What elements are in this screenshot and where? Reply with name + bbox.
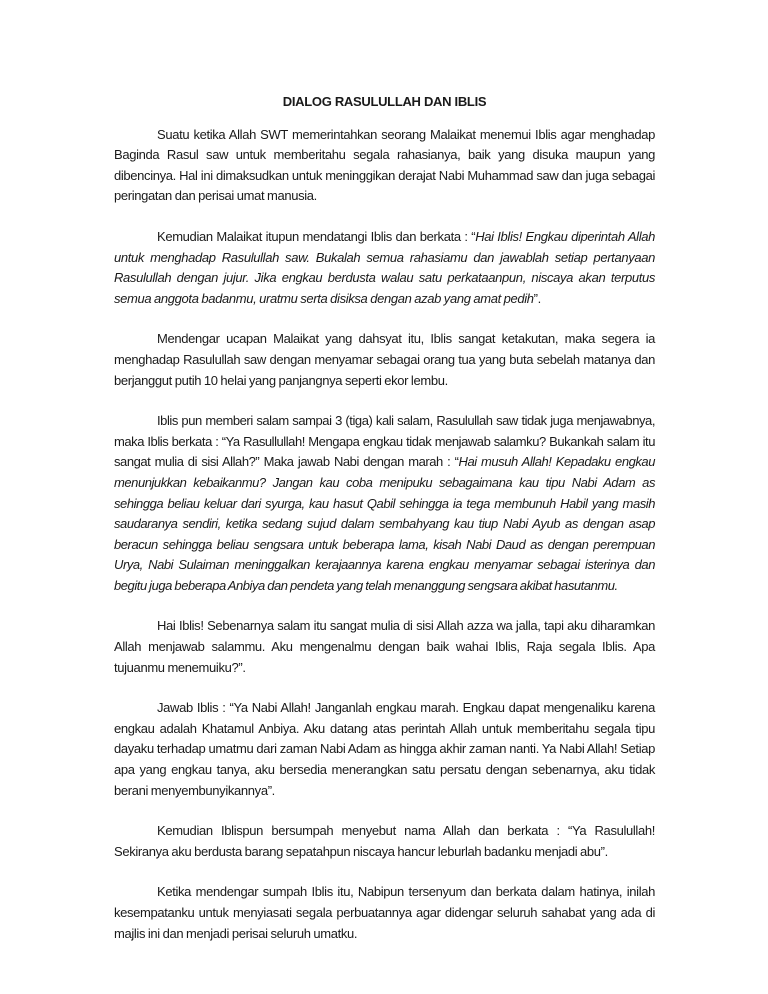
paragraph-1: Suatu ketika Allah SWT memerintahkan seorang Malaikat menemui Iblis agar menghadap Baginda Rasul saw untuk memberitahu segala rahasianya, baik yang disuka maupun yang dibencinya. Hal ini dimaksudkan untuk meninggikan derajat Nabi Muhammad saw dan juga sebagai peringatan dan perisai umat manusia.: [114, 126, 655, 204]
paragraph-7: Kemudian Iblispun bersumpah menyebut nama Allah dan berkata : “Ya Rasulullah! Sekiranya aku berdusta barang sepatahpun niscaya hancur leburlah badanku menjadi abu”.: [114, 823, 655, 859]
paragraph-4-lead: Iblis pun memberi salam sampai 3 (tiga) kali salam, Rasulullah saw tidak juga menjawabnya, maka Iblis berkata : “Ya Rasullullah! Mengapa engkau tidak menjawab salamku? Bukankah salam itu sangat mulia di sisi Allah?” Maka jawab Nabi dengan marah : “: [114, 413, 655, 470]
document-page: [114, 92, 655, 964]
paragraph-4-quote: Hai musuh Allah! Kepadaku engkau menunjukkan kebaikanmu? Jangan kau coba menipuku sebagaimana kau tipu Nabi Adam as sehingga beliau keluar dari syurga, kau hasut Qabil sehingga ia tega membunuh Habil yang masih saudaranya sendiri, ketika sedang sujud dalam sembahyang kau tiup Nabi Ayub as dengan asap beracun sehingga beliau sengsara untuk beberapa lama, kisah Nabi Daud as dengan perempuan Urya, Nabi Sulaiman meninggalkan kerajaannya karena engkau menyamar sebagai isterinya dan begitu juga beberapa Anbiya dan pendeta yang telah menanggung sengsara akibat hasutanmu.: [114, 454, 655, 593]
paragraph-2-quote: Hai Iblis! Engkau diperintah Allah untuk menghadap Rasulullah saw. Bukalah semua rahasiamu dan jawablah setiap pertanyaan Rasulullah dengan jujur. Jika engkau berdusta walau satu perkataanpun, niscaya akan terputus semua anggota badanmu, uratmu serta disiksa dengan azab yang amat pedih: [114, 228, 655, 306]
paragraph-4: [114, 411, 655, 596]
paragraph-3: Mendengar ucapan Malaikat yang dahsyat itu, Iblis sangat ketakutan, maka segera ia menghadap Rasulullah saw dengan menyamar sebagai orang tua yang buta sebelah matanya dan berjanggut putih 10 helai yang panjangnya seperti ekor lembu.: [114, 331, 655, 388]
document-title: DIALOG RASULULLAH DAN IBLIS: [282, 94, 487, 109]
paragraph-5: Hai Iblis! Sebenarnya salam itu sangat mulia di sisi Allah azza wa jalla, tapi aku diharamkan Allah menjawab salammu. Aku mengenalmu dengan baik wahai Iblis, Raja segala Iblis. Apa tujuanmu menemuiku?”.: [114, 618, 655, 675]
paragraph-6: Jawab Iblis : “Ya Nabi Allah! Janganlah engkau marah. Engkau dapat mengenaliku karena engkau adalah Khatamul Anbiya. Aku datang atas perintah Allah untuk memberitahu segala tipu dayaku terhadap umatmu dari zaman Nabi Adam as hingga akhir zaman nanti. Ya Nabi Allah! Setiap apa yang engkau tanya, aku bersedia menerangkan satu persatu dengan sebenarnya, aku tidak berani menyembunyikannya”.: [114, 700, 655, 798]
paragraph-2-close: ”.: [533, 290, 541, 306]
paragraph-2-lead: Kemudian Malaikat itupun mendatangi Iblis dan berkata : “: [157, 228, 476, 244]
paragraph-8: Ketika mendengar sumpah Iblis itu, Nabipun tersenyum dan berkata dalam hatinya, inilah kesempatanku untuk menyiasati segala perbuatannya agar didengar seluruh sahabat yang ada di majlis ini dan menjadi perisai seluruh umatku.: [114, 884, 655, 941]
paragraph-2: [114, 227, 655, 309]
